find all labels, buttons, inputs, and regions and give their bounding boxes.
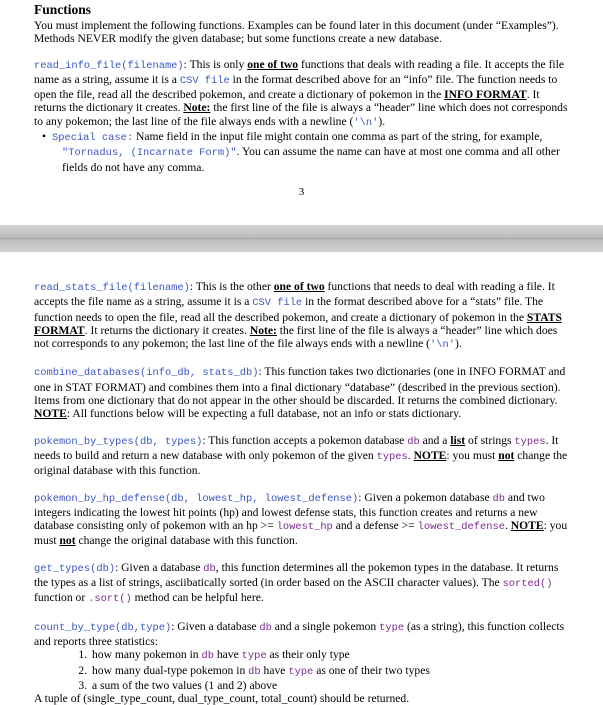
text: . You can assume the name can have at most one comma and all other fields do not have any comma. [62, 145, 560, 174]
text: the first line of the file is always a “header” line which does not corresponds to any pokemon; the last line of the file always ends with a newline ( [34, 101, 568, 128]
text: : Given a database [115, 560, 204, 574]
function-signature: read_info_file(filename) [34, 59, 184, 72]
page-separator [0, 225, 603, 252]
param-name: types [376, 450, 408, 463]
text: : you must [34, 519, 568, 548]
list-item [90, 679, 574, 692]
hp-defense-paragraph [34, 491, 574, 548]
text: have [213, 648, 242, 662]
combine-paragraph [34, 365, 574, 420]
text: have [260, 663, 289, 677]
param-name: lowest_hp [276, 521, 333, 534]
param-name: db [201, 650, 214, 663]
param-name: db [492, 492, 505, 505]
statistics-list [34, 648, 574, 692]
note-label: NOTE [34, 407, 67, 421]
note-label: NOTE [510, 519, 544, 533]
param-name: db [259, 621, 272, 634]
get-types-paragraph [34, 561, 574, 607]
function-signature: combine_databases(info_db, stats_db) [34, 367, 259, 380]
text: method can be helpful here. [131, 591, 264, 605]
function-signature: read_stats_file(filename) [34, 282, 190, 294]
text: : Given a database [171, 619, 260, 633]
text: as one of their two types [313, 663, 430, 677]
text: . It needs to build and return a new database with only pokemon of the given [34, 433, 559, 462]
text: of strings [465, 433, 515, 447]
note-label: NOTE [413, 448, 447, 462]
read-stats-paragraph [34, 280, 574, 352]
page-4-body [34, 280, 574, 705]
param-name: type [241, 650, 267, 663]
text: ). [454, 337, 462, 351]
inline-code: '\n' [353, 116, 379, 129]
function-signature: pokemon_by_hp_defense(db, lowest_hp, lowest_defense) [34, 492, 359, 505]
document-page-4 [0, 252, 603, 705]
page-number: 3 [298, 186, 305, 198]
emphasis: one of two [247, 57, 299, 71]
text: . It returns the dictionary it creates. [34, 88, 540, 115]
text: functions that needs to deal with reading a file. It accepts the file name as a string, assume it is a [34, 280, 555, 309]
list-item [90, 648, 574, 663]
section-heading: Functions [34, 2, 92, 17]
text: . [504, 519, 511, 533]
text: functions that deals with reading a file. It accepts the file name as a string, assume it is a [34, 57, 565, 86]
text: . It returns the dictionary it creates. [84, 323, 250, 337]
text: Name field in the input file might contain one comma as part of the string, for example, [133, 130, 543, 144]
inline-code: .sort() [88, 593, 132, 606]
text: , this function determines all the pokemon types in the database. It returns the types as a list of strings, asciibatically sorted (in order based on the ASCII character values). The [34, 560, 559, 590]
text: . [407, 448, 414, 462]
text: as their only type [266, 648, 350, 662]
text: how many pokemon in [92, 648, 202, 662]
text: : This is the other [189, 280, 274, 293]
text: and a [419, 433, 451, 447]
text: and a single pokemon [271, 619, 380, 633]
inline-code: "Tornadus, (Incarnate Form)" [62, 147, 237, 160]
function-signature: pokemon_by_types(db, types) [34, 435, 203, 448]
emphasis: INFO FORMAT [444, 88, 527, 102]
function-signature: count_by_type(db,type) [34, 621, 172, 634]
text: change the original database with this function. [34, 448, 568, 478]
text: in the format described above for an “info” file. The function needs to open the file, read all the described pokemon, and create a dictionary of pokemon in the [34, 72, 558, 102]
text: the first line of the file is always a “header” line which does not corresponds to any pokemon; the last line of the file always ends with a newline ( [34, 323, 558, 351]
text: in the format described above for a “stats” file. The function needs to open the file, read all the described pokemon, and create a dictionary of pokemon in the [34, 295, 544, 324]
text: and two integers indicating the lowest hit points (hp) and lowest defense stats, this function creates and returns a new database consisting only of pokemon with an hp >= [34, 490, 545, 533]
text: : This is only [183, 57, 248, 71]
special-case-bullet [52, 130, 574, 174]
special-case-label: Special case: [52, 132, 134, 145]
param-name: type [288, 665, 314, 678]
inline-code: '\n' [430, 339, 455, 352]
count-by-type-paragraph [34, 620, 574, 649]
param-name: types [514, 435, 546, 448]
list-item [90, 664, 574, 679]
emphasis: not [498, 448, 515, 462]
function-signature: get_types(db) [34, 562, 116, 575]
note-label: Note: [183, 101, 211, 115]
inline-code: sorted() [502, 578, 553, 591]
return-tuple-line: A tuple of (single_type_count, dual_type_count, total_count) should be returned. [34, 692, 410, 705]
text: a sum of the two values (1 and 2) above [92, 678, 278, 692]
inline-code: CSV file [179, 74, 230, 87]
emphasis: not [59, 534, 76, 548]
text: : Given a pokemon database [358, 490, 493, 504]
read-info-paragraph [34, 58, 574, 130]
param-name: db [203, 562, 216, 575]
text: and a defense >= [332, 519, 418, 533]
inline-code: CSV file [252, 297, 303, 310]
emphasis: STATS FORMAT [34, 310, 562, 337]
text: change the original database with this function. [75, 534, 298, 548]
text: : This function takes two dictionaries (one in INFO FORMAT and one in STAT FORMAT) and combines them into a final dictionary “database” (described in the previous section). Items from one dictionary that do not appear in the other should be discarded. It returns the combined dictionary. [34, 365, 566, 408]
emphasis: list [450, 433, 466, 447]
by-types-paragraph [34, 434, 574, 478]
param-name: db [248, 665, 261, 678]
text: : you must [446, 448, 499, 462]
text: how many dual-type pokemon in [92, 663, 249, 677]
intro-paragraph: You must implement the following functions. Examples can be found later in this document (under “Examples”). Methods NEVER modify the given database; but some functions create a new database. [34, 19, 559, 46]
text: ). [378, 114, 386, 128]
document-page-3 [0, 0, 603, 225]
param-name: type [379, 621, 405, 634]
text: function or [34, 591, 89, 605]
emphasis: one of two [273, 280, 325, 293]
param-name: lowest_defense [417, 521, 505, 534]
text: : All functions below will be expecting a full database, not an info or stats dictionary. [66, 407, 462, 421]
text: : This function accepts a pokemon database [202, 433, 408, 447]
text: (as a string), this function collects and reports three statistics: [34, 619, 565, 648]
page-3-body [34, 19, 574, 174]
param-name: db [407, 435, 420, 448]
note-label: Note: [249, 323, 277, 337]
